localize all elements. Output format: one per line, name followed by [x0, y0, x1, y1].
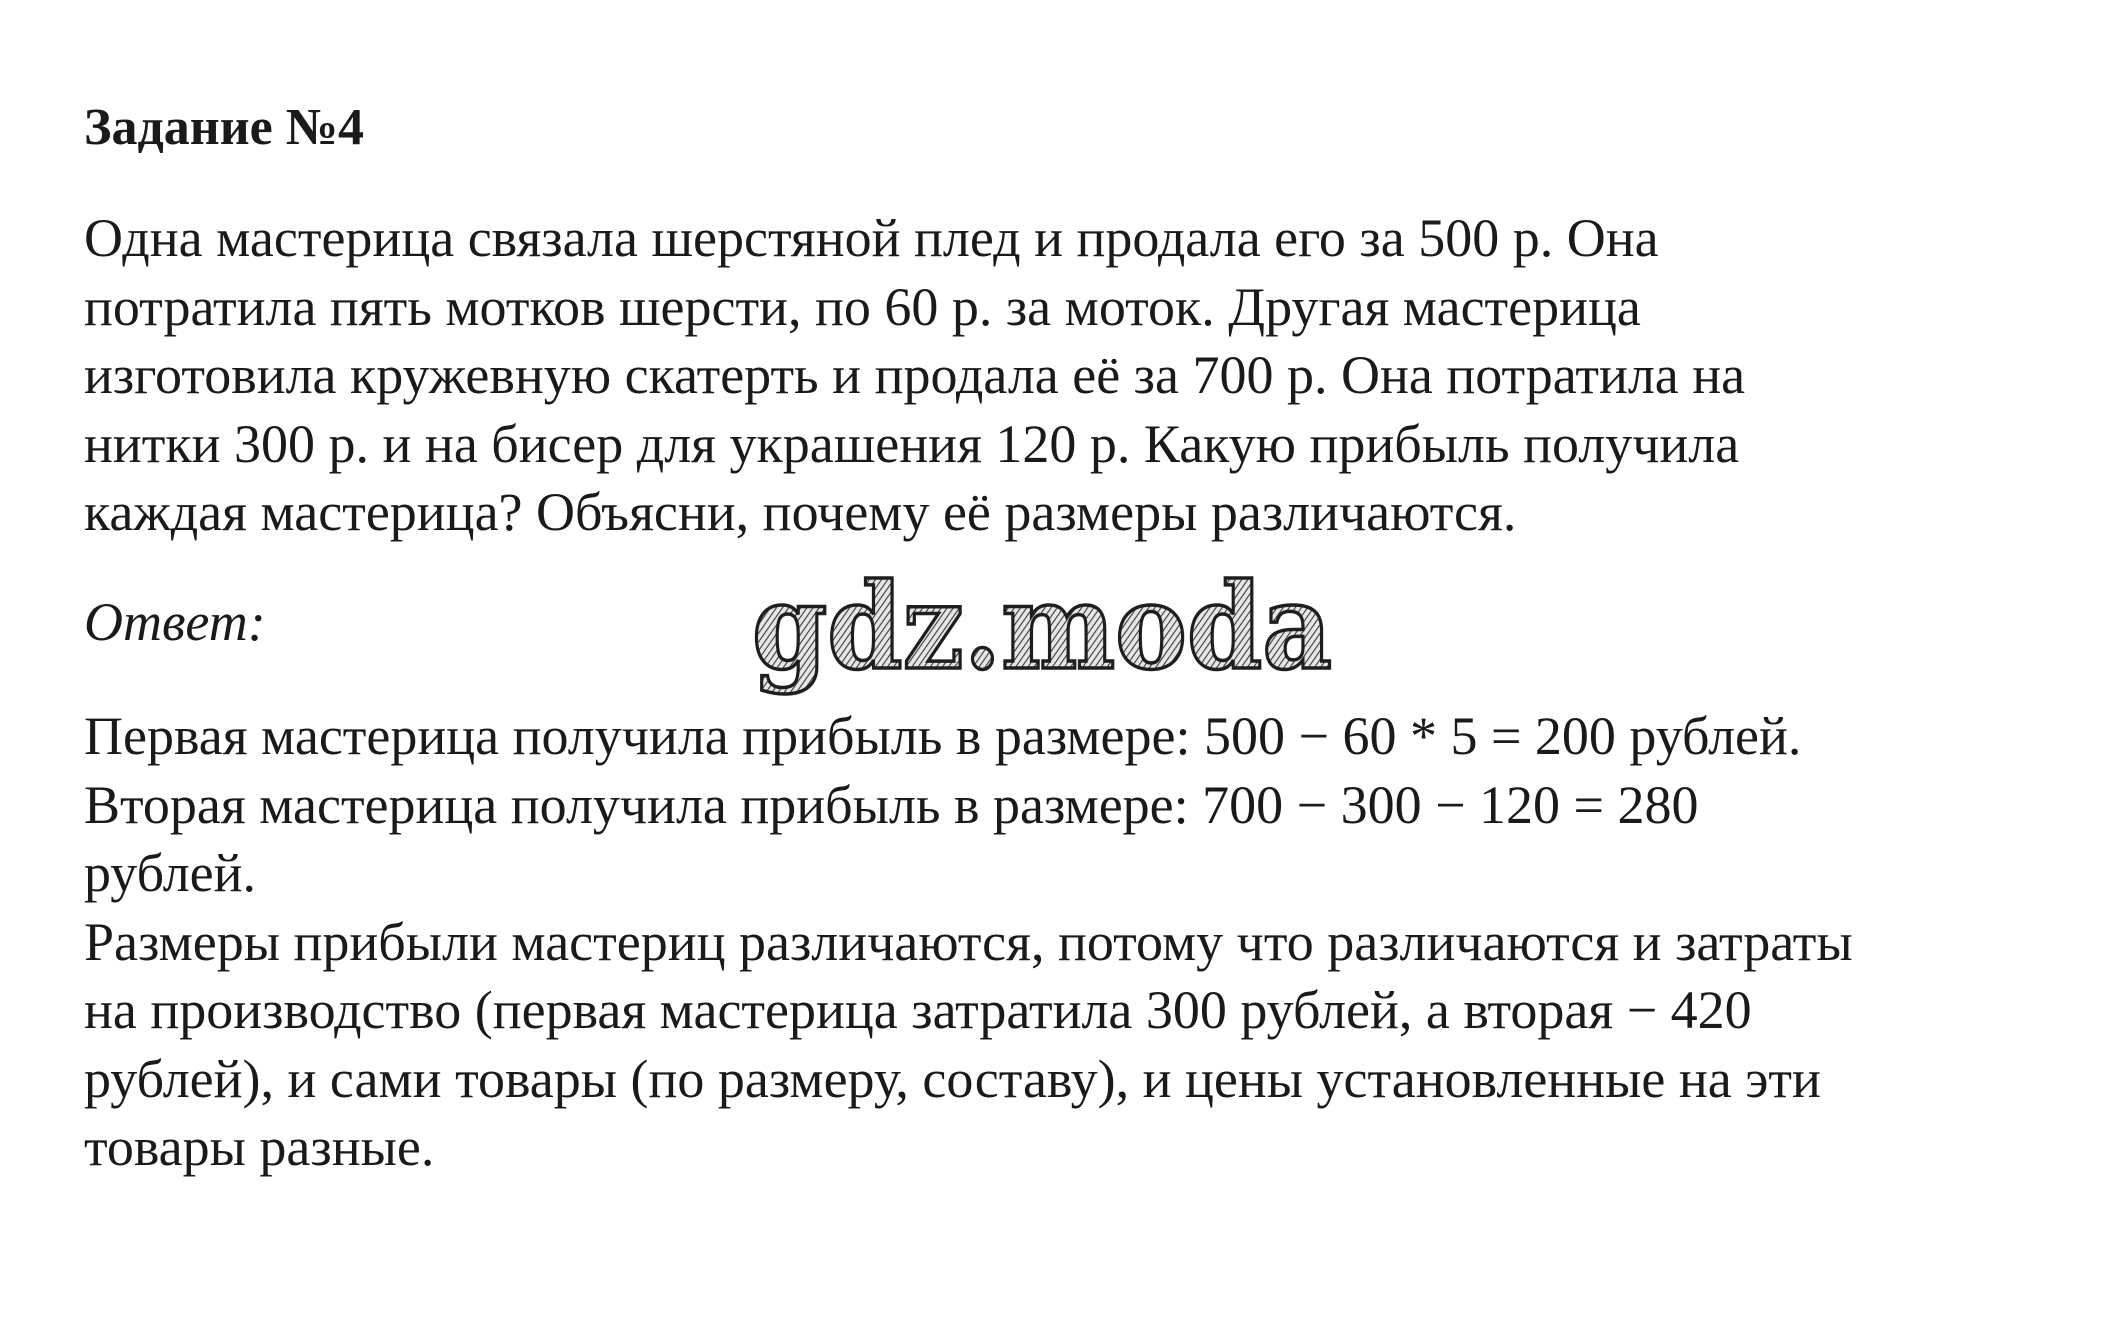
- answer-line: Первая мастерица получила прибыль в размере: 500 − 60 * 5 = 200 рублей.: [84, 706, 1802, 766]
- task-title: Задание №4: [84, 99, 365, 156]
- answer-line: Размеры прибыли мастериц различаются, потому что различаются и затраты: [84, 911, 1853, 972]
- answer-line: на производство (первая мастерица затратила 300 рублей, а вторая − 420: [84, 980, 1752, 1040]
- problem-text: [84, 204, 1745, 547]
- watermark-text: gdz.moda: [752, 560, 1332, 696]
- watermark-logo: [742, 560, 1342, 710]
- problem-line: потратила пять мотков шерсти, по 60 р. за моток. Другая мастерица: [84, 276, 1641, 337]
- problem-line: каждая мастерица? Объясни, почему её размеры различаются.: [84, 482, 1517, 542]
- problem-line: изготовила кружевную скатерть и продала её за 700 р. Она потратила на: [84, 345, 1746, 405]
- problem-line: Одна мастерица связала шерстяной плед и продала его за 500 р. Она: [84, 208, 1659, 268]
- answer-line: рублей.: [84, 843, 257, 903]
- answer-label: Ответ:: [84, 592, 266, 652]
- answer-line: Вторая мастерица получила прибыль в размере: 700 − 300 − 120 = 280: [84, 774, 1699, 835]
- problem-line: нитки 300 р. и на бисер для украшения 120 р. Какую прибыль получила: [84, 413, 1740, 474]
- answer-line: товары разные.: [84, 1117, 435, 1177]
- answer-line: рублей), и сами товары (по размеру, составу), и цены установленные на эти: [84, 1048, 1821, 1109]
- answer-text: [84, 702, 1853, 1182]
